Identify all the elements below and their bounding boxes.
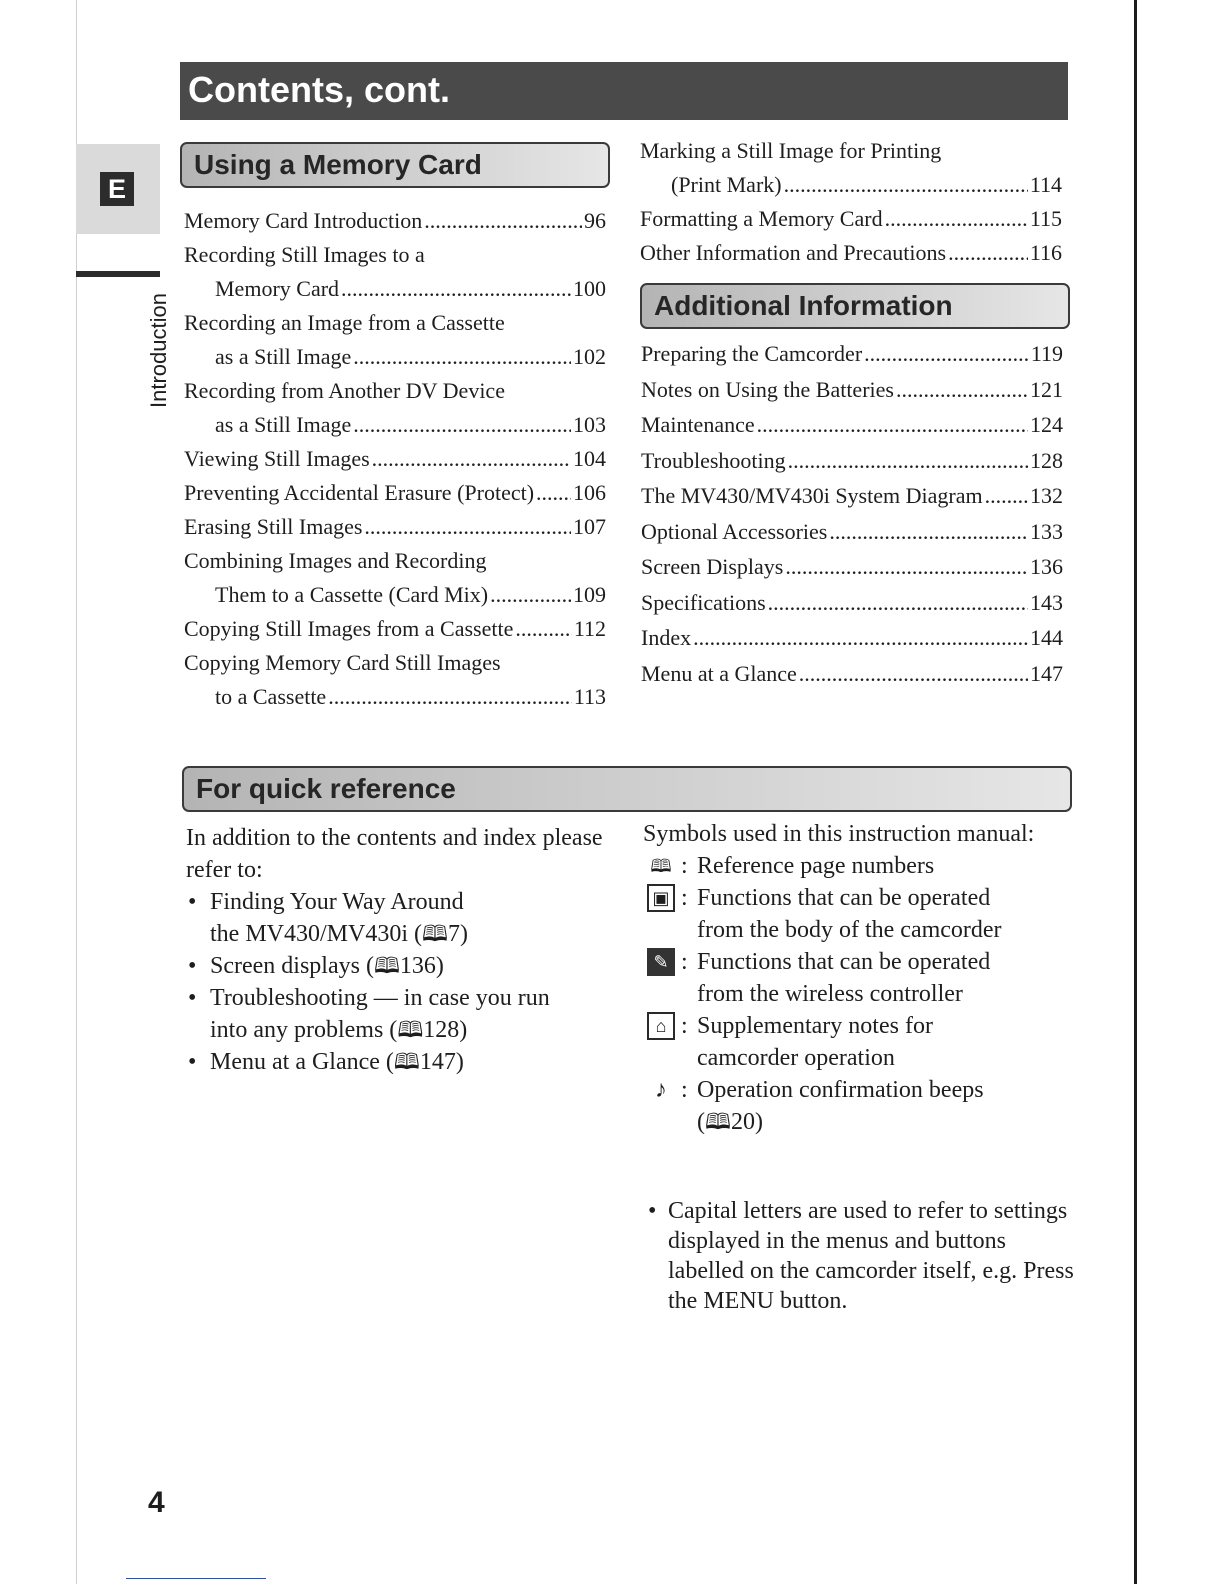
toc-entry-label: Troubleshooting <box>641 447 786 473</box>
language-tab-letter: E <box>100 172 134 206</box>
toc-entry-page: 109 <box>573 582 606 607</box>
toc-entry-page: 128 <box>1030 447 1063 473</box>
toc-entry[interactable] <box>640 134 1062 202</box>
symbol-item <box>643 850 1063 882</box>
reference-item-close: ) <box>459 921 468 947</box>
toc-entry[interactable] <box>184 306 606 374</box>
symbols-intro: Symbols used in this instruction manual: <box>643 821 1035 847</box>
leader-dots <box>799 656 1028 692</box>
toc-entry[interactable] <box>184 612 606 646</box>
toc-entry-page: 144 <box>1030 625 1063 650</box>
toc-entry-label: Specifications <box>641 589 766 615</box>
toc-entry[interactable] <box>184 544 606 612</box>
leader-dots <box>364 510 571 544</box>
leader-dots <box>536 476 571 510</box>
leader-dots <box>757 407 1028 443</box>
toc-entry-label: Copying Memory Card Still Images <box>184 650 501 675</box>
toc-entry-page: 106 <box>573 480 606 505</box>
leader-dots <box>490 578 571 612</box>
symbol-description: Operation confirmation beeps <box>697 1077 984 1103</box>
reference-page: 128 <box>423 1017 460 1043</box>
toc-entry-label: Screen Displays <box>641 554 784 579</box>
leader-dots <box>693 620 1028 656</box>
toc-entry[interactable] <box>640 236 1062 270</box>
toc-entry-label-cont: as a Still Image <box>215 412 352 437</box>
leader-dots <box>788 443 1028 479</box>
symbol-colon: : <box>681 1013 688 1039</box>
toc-entry[interactable] <box>184 510 606 544</box>
toc-entry-page: 136 <box>1030 554 1063 579</box>
leader-dots <box>353 408 571 442</box>
toc-entry-label: The MV430/MV430i System Diagram <box>641 483 983 508</box>
toc-entry[interactable] <box>641 585 1063 621</box>
toc-entry-page: 114 <box>1029 172 1062 197</box>
book-icon: 🕮 <box>393 1049 420 1074</box>
toc-entry[interactable] <box>641 656 1063 692</box>
toc-entry-label: Notes on Using the Batteries <box>641 376 894 402</box>
toc-entry[interactable] <box>641 407 1063 443</box>
toc-entry-label: Index <box>641 625 692 650</box>
reference-item <box>186 982 606 1046</box>
leader-dots <box>864 336 1029 372</box>
toc-memory-card-cont <box>640 134 1062 270</box>
paren-open: ( <box>697 1109 705 1135</box>
toc-entry-label: Maintenance <box>641 412 755 437</box>
toc-entry-label: Combining Images and Recording <box>184 548 487 573</box>
leader-dots <box>784 168 1028 202</box>
page-edge-right <box>1134 0 1137 1584</box>
toc-entry-page: 147 <box>1030 660 1063 686</box>
toc-entry-page: 121 <box>1030 376 1063 402</box>
symbol-description-cont: camcorder operation <box>697 1045 895 1071</box>
toc-entry[interactable] <box>641 514 1063 550</box>
symbol-colon: : <box>681 949 688 975</box>
toc-entry-label-cont: to a Cassette <box>215 684 327 709</box>
reference-item-text: Menu at a Glance ( <box>210 1049 394 1075</box>
toc-entry-page: 115 <box>1029 206 1062 231</box>
toc-entry-page: 113 <box>573 684 606 709</box>
leader-dots <box>896 372 1028 408</box>
toc-entry[interactable] <box>641 336 1063 372</box>
toc-entry-label-cont: Them to a Cassette (Card Mix) <box>215 582 489 607</box>
toc-entry[interactable] <box>641 443 1063 479</box>
toc-entry-page: 107 <box>573 514 606 539</box>
section-heading-quick-reference: For quick reference <box>182 766 1072 812</box>
book-icon: 🕮 <box>650 856 672 876</box>
page-edge-left <box>76 0 77 1584</box>
toc-entry-page: 116 <box>1029 240 1062 265</box>
symbol-description-cont: from the wireless controller <box>697 981 963 1007</box>
page-title: Contents, cont. <box>180 62 1068 120</box>
section-heading-additional-information: Additional Information <box>640 283 1070 329</box>
toc-entry[interactable] <box>184 442 606 476</box>
toc-entry-label: Preventing Accidental Erasure (Protect) <box>184 480 535 505</box>
reference-item-text: Screen displays ( <box>210 953 374 979</box>
reference-item-text: • Finding Your Way Around <box>210 889 464 915</box>
book-icon: 🕮 <box>397 1017 424 1042</box>
paren-close: ) <box>754 1109 763 1135</box>
reference-item-text: • Troubleshooting — in case you run <box>210 985 550 1011</box>
toc-entry-label: Formatting a Memory Card <box>640 206 883 231</box>
capital-letters-note <box>646 1196 1086 1316</box>
toc-entry-page: 103 <box>573 412 606 437</box>
reference-page: 147 <box>419 1049 456 1075</box>
symbol-description: Supplementary notes for <box>697 1013 933 1039</box>
toc-entry[interactable] <box>640 202 1062 236</box>
symbol-description: Functions that can be operated <box>697 949 991 975</box>
toc-entry[interactable] <box>184 238 606 306</box>
leader-dots <box>829 514 1028 550</box>
toc-entry-label: Recording an Image from a Cassette <box>184 310 505 335</box>
section-heading-memory-card: Using a Memory Card <box>180 142 610 188</box>
symbol-colon: : <box>681 853 688 879</box>
toc-entry-page: 133 <box>1030 518 1063 544</box>
toc-entry-label: Optional Accessories <box>641 518 828 544</box>
toc-entry-page: 102 <box>573 344 606 369</box>
toc-additional-information <box>641 336 1063 691</box>
toc-entry-label: Marking a Still Image for Printing <box>640 138 942 163</box>
symbol-description: Reference page numbers <box>697 853 935 879</box>
toc-entry[interactable] <box>641 549 1063 585</box>
toc-entry-label-cont: as a Still Image <box>215 344 352 369</box>
toc-memory-card <box>184 204 606 714</box>
toc-entry[interactable] <box>641 372 1063 408</box>
symbol-colon: : <box>681 885 688 911</box>
symbol-item <box>643 1010 1063 1074</box>
toc-entry-page: 104 <box>573 446 606 471</box>
toc-entry-label: Preparing the Camcorder <box>641 341 863 366</box>
leader-dots <box>885 202 1028 236</box>
toc-entry-label: Erasing Still Images <box>184 514 363 539</box>
reference-item-text: the MV430/MV430i ( <box>210 921 422 947</box>
toc-entry[interactable] <box>184 646 606 714</box>
book-icon: 🕮 <box>705 1109 731 1134</box>
camcorder-body-icon: ▣ <box>647 884 675 912</box>
quick-reference-right <box>643 818 1063 1138</box>
toc-entry-label: Other Information and Precautions <box>640 240 947 265</box>
reference-item <box>186 886 606 950</box>
reference-page: 20 <box>730 1109 755 1135</box>
side-tab-rule <box>76 271 160 277</box>
toc-entry-label: Viewing Still Images <box>184 446 370 471</box>
leader-dots <box>948 236 1028 270</box>
toc-entry-label: Recording from Another DV Device <box>184 378 505 403</box>
toc-entry-page: 143 <box>1030 589 1063 615</box>
toc-entry[interactable] <box>184 476 606 510</box>
leader-dots <box>341 272 571 306</box>
note-list <box>646 1196 1086 1316</box>
reference-item-close: ) <box>435 953 444 979</box>
reference-page: 7 <box>447 921 460 947</box>
quick-reference-left <box>186 822 606 1078</box>
toc-entry-label: Memory Card Introduction <box>184 208 423 233</box>
toc-entry-label: Menu at a Glance <box>641 660 797 686</box>
book-icon: 🕮 <box>373 953 400 978</box>
symbol-item <box>643 1074 1063 1138</box>
page-number: 4 <box>148 1486 165 1519</box>
toc-entry[interactable] <box>184 374 606 442</box>
toc-entry-page: 119 <box>1030 341 1063 366</box>
symbol-description: Functions that can be operated <box>697 885 991 911</box>
reference-item <box>186 1046 606 1078</box>
leader-dots <box>785 549 1028 585</box>
symbol-description-cont: from the body of the camcorder <box>697 917 1002 943</box>
toc-entry-label: Recording Still Images to a <box>184 242 425 267</box>
leader-dots <box>768 585 1028 621</box>
toc-entry-page: 100 <box>573 276 606 301</box>
reference-item-text: into any problems ( <box>210 1017 398 1043</box>
leader-dots <box>515 612 571 646</box>
symbol-item <box>643 946 1063 1010</box>
book-icon: 🕮 <box>422 921 448 946</box>
reference-item-close: ) <box>459 1017 468 1043</box>
toc-entry-label-cont: (Print Mark) <box>671 172 782 197</box>
beep-icon: ♪ <box>655 1077 667 1103</box>
leader-dots <box>353 340 571 374</box>
toc-entry-page: 96 <box>584 208 606 233</box>
leader-dots <box>985 478 1028 514</box>
toc-entry[interactable] <box>184 204 606 238</box>
note-text: • Capital letters are used to refer to settings displayed in the menus and buttons labelled on the camcorder itself, e.g. Press the MENU button. <box>646 1196 1086 1316</box>
toc-entry-label: Copying Still Images from a Cassette <box>184 616 514 641</box>
supplementary-notes-icon: ⌂ <box>647 1012 675 1040</box>
symbol-colon: : <box>681 1077 688 1103</box>
reference-list <box>186 886 606 1078</box>
toc-entry-page: 112 <box>573 616 606 641</box>
toc-entry-label-cont: Memory Card <box>215 276 340 301</box>
wireless-controller-icon: ✎ <box>647 948 675 976</box>
leader-dots <box>328 680 572 714</box>
reference-page: 136 <box>399 953 436 979</box>
leader-dots <box>372 442 571 476</box>
leader-dots <box>424 204 582 238</box>
bottom-rule <box>126 1578 266 1579</box>
quick-reference-intro: In addition to the contents and index please refer to: <box>186 825 603 883</box>
toc-entry-page: 124 <box>1030 412 1063 437</box>
toc-entry[interactable] <box>641 478 1063 514</box>
symbol-item <box>643 882 1063 946</box>
reference-item <box>186 950 606 982</box>
toc-entry[interactable] <box>641 620 1063 656</box>
reference-item-close: ) <box>455 1049 464 1075</box>
section-tab-label: Introduction <box>146 293 171 408</box>
toc-entry-page: 132 <box>1030 483 1063 508</box>
